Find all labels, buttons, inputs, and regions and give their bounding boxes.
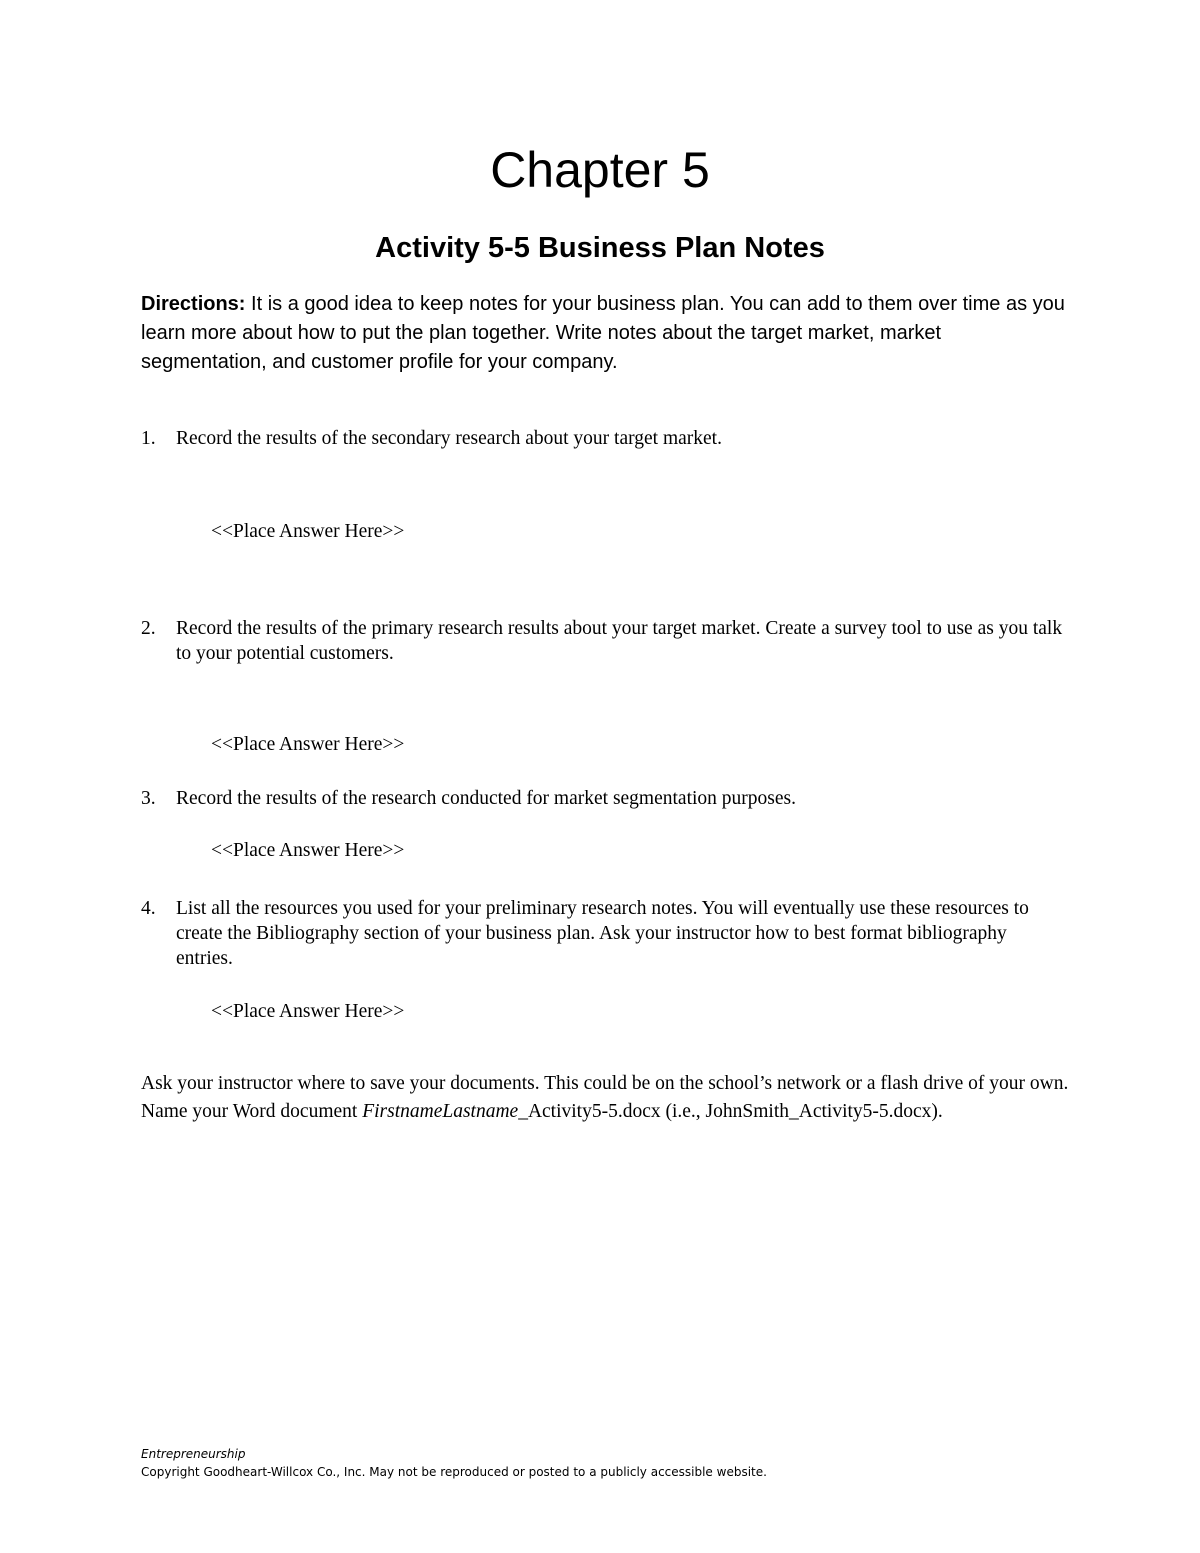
directions-label: Directions: [141, 293, 246, 315]
question-2 [141, 616, 1071, 666]
activity-title: Activity 5-5 Business Plan Notes [375, 232, 825, 264]
question-1 [141, 426, 1071, 451]
question-number: 4. [141, 898, 156, 919]
answer-placeholder-4[interactable]: <<Place Answer Here>> [211, 1001, 405, 1022]
question-text: Record the results of the research conducted for market segmentation purposes. [176, 788, 796, 809]
question-number: 2. [141, 618, 156, 639]
chapter-title: Chapter 5 [490, 142, 710, 198]
closing-paragraph [141, 1070, 1071, 1126]
directions-text: It is a good idea to keep notes for your business plan. You can add to them over time as you learn more about how to put the plan together. Write notes about the target market, market segmentation, and customer profile for your company. [141, 293, 1065, 373]
answer-placeholder-2[interactable]: <<Place Answer Here>> [211, 734, 405, 755]
closing-text-start: Ask your instructor where to save your documents. This could be on the school’s network or a flash drive of your own. Name your Word document [141, 1073, 1069, 1122]
directions-paragraph [141, 290, 1071, 377]
question-text: Record the results of the primary research results about your target market. Create a survey tool to use as you talk to your potential customers. [176, 618, 1063, 664]
answer-placeholder-3[interactable]: <<Place Answer Here>> [211, 840, 405, 861]
question-4 [141, 896, 1071, 971]
page-footer [141, 1445, 1071, 1481]
footer-book-title: Entrepreneurship [141, 1447, 246, 1461]
closing-text-end: _Activity5-5.docx (i.e., JohnSmith_Activity5-5.docx). [518, 1101, 943, 1122]
question-number: 1. [141, 428, 156, 449]
question-3 [141, 786, 1071, 811]
filename-italic: FirstnameLastname [362, 1101, 519, 1122]
question-text: List all the resources you used for your preliminary research notes. You will eventually use these resources to create the Bibliography section of your business plan. Ask your instructor how to best format bibliography entries. [176, 898, 1029, 969]
question-text: Record the results of the secondary research about your target market. [176, 428, 722, 449]
answer-placeholder-1[interactable]: <<Place Answer Here>> [211, 521, 405, 542]
question-number: 3. [141, 788, 156, 809]
footer-copyright: Copyright Goodheart-Willcox Co., Inc. May not be reproduced or posted to a publicly accessible website. [141, 1465, 767, 1479]
